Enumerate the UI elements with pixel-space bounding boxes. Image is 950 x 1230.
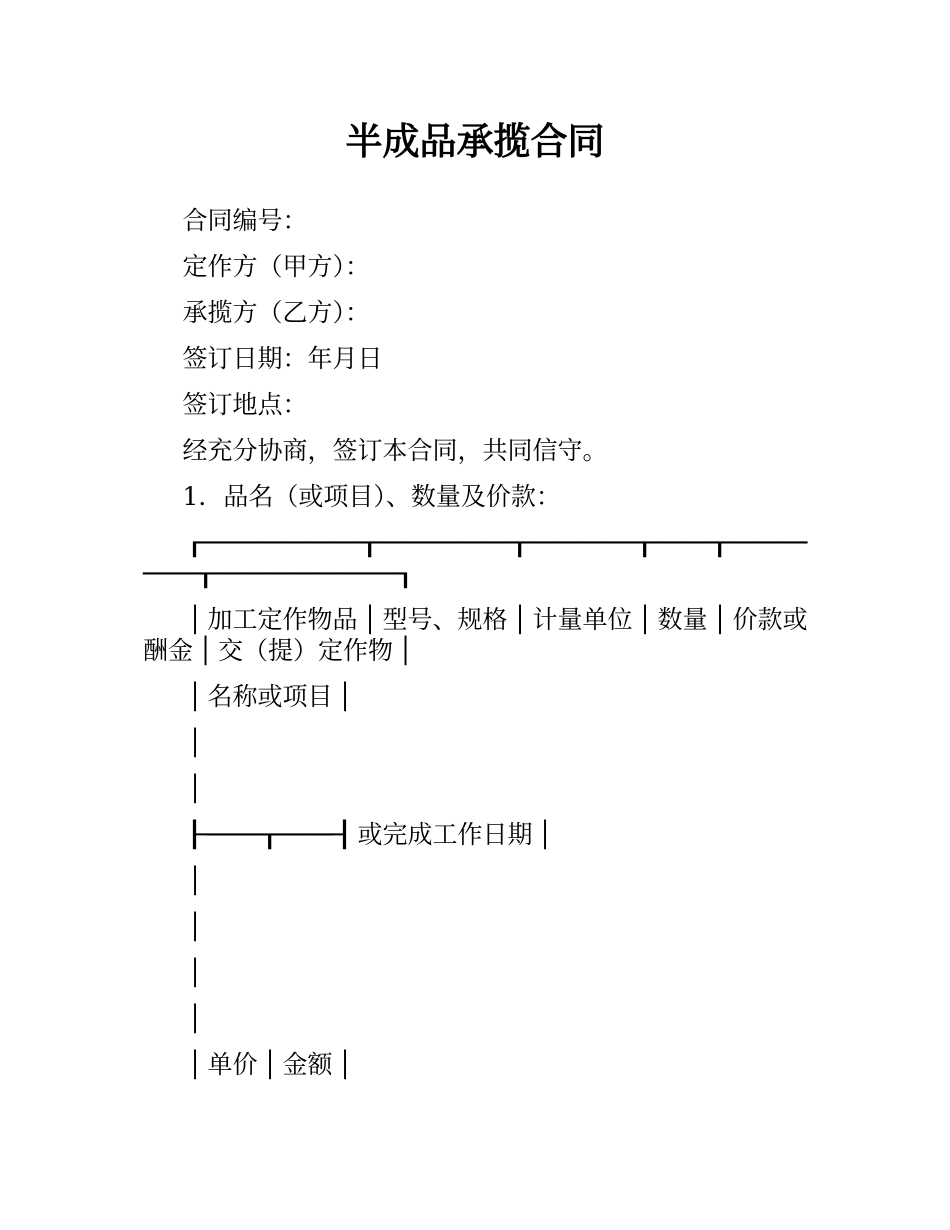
- table-row-item-name-line: [0, 681, 950, 712]
- table-row-blank-1-line: [0, 727, 950, 758]
- table-rule-char: [268, 558, 293, 589]
- table-text-char: 定: [257, 604, 283, 634]
- table-text-char: 品: [332, 604, 358, 634]
- table-rule-char: [183, 727, 208, 758]
- sign-place-label: 签订地点：: [182, 389, 308, 419]
- table-rule-char: [368, 558, 393, 589]
- table-rule-char: [183, 1003, 208, 1034]
- table-text-char: 作: [282, 604, 308, 634]
- table-rule-glyph: ─: [482, 527, 508, 557]
- table-text-char: 款: [757, 604, 783, 634]
- preamble-paragraph: [0, 435, 950, 466]
- table-row-blank-2-line: [0, 773, 950, 804]
- table-rule-char: [233, 527, 258, 558]
- table-rule-char: [183, 911, 208, 942]
- table-text-char: 目: [307, 681, 333, 711]
- table-rule-glyph: ┬: [192, 558, 219, 588]
- table-rule-glyph: │: [187, 604, 203, 634]
- table-rule-char: [783, 527, 808, 558]
- table-rule-glyph: ┐: [392, 558, 419, 588]
- table-rule-glyph: ─: [367, 558, 394, 588]
- table-rule-char: [308, 819, 333, 850]
- table-text-char: 完: [382, 819, 408, 849]
- table-row-blank-3-line: [0, 865, 950, 896]
- table-text-char: 规: [457, 604, 483, 634]
- table-rule-char: [483, 527, 508, 558]
- table-text-char: 单: [582, 604, 608, 634]
- table-header-line-2: [0, 635, 950, 666]
- table-rule-glyph: ─: [292, 558, 319, 588]
- table-text-char: （: [243, 635, 269, 665]
- table-text-char: 计: [532, 604, 558, 634]
- table-rule-glyph: │: [337, 1049, 353, 1079]
- table-rule-glyph: ─: [582, 527, 608, 557]
- table-rule-glyph: │: [187, 681, 203, 711]
- section-1-heading-text: 1．品名（或项目）、数量及价款：: [182, 481, 561, 511]
- table-rule-glyph: ─: [317, 558, 344, 588]
- table-rule-char: [608, 527, 633, 558]
- table-row-price-amount-line: [0, 1049, 950, 1080]
- table-rule-glyph: │: [187, 773, 203, 803]
- table-header-row: [0, 604, 950, 666]
- table-rule-glyph: ─: [257, 527, 283, 557]
- table-text-char: 价: [732, 604, 758, 634]
- document-title: 半成品承揽合同: [345, 120, 605, 163]
- table-rule-char: [333, 1049, 358, 1080]
- table-rule-char: [358, 604, 383, 635]
- table-rule-glyph: ─: [757, 527, 783, 557]
- table-text-char: 或: [257, 681, 283, 711]
- table-rule-char: [658, 527, 683, 558]
- table-rule-char: [283, 819, 308, 850]
- table-rule-char: [208, 819, 233, 850]
- table-row-blank-5-line: [0, 957, 950, 988]
- sign-date-field: [0, 343, 950, 374]
- table-rule-char: [183, 681, 208, 712]
- table-rule-glyph: │: [187, 1049, 203, 1079]
- table-text-char: 、: [432, 604, 458, 634]
- table-rule-glyph: ─: [282, 819, 308, 849]
- table-rule-char: [708, 527, 733, 558]
- table-text-char: 成: [407, 819, 433, 849]
- table-rule-char: [508, 604, 533, 635]
- table-rule-glyph: ─: [232, 527, 258, 557]
- table-text-char: 作: [457, 819, 483, 849]
- table-rule-char: [333, 681, 358, 712]
- table-rule-glyph: │: [362, 604, 378, 634]
- table-rule-glyph: ┬: [632, 527, 658, 557]
- table-text-char: 期: [507, 819, 533, 849]
- table-rule-char: [408, 527, 433, 558]
- table-rule-char: [283, 527, 308, 558]
- table-text-char: 数: [657, 604, 683, 634]
- table-row-divider-completion-date: [0, 819, 950, 850]
- contract-number-label: 合同编号：: [182, 205, 308, 235]
- table-rule-glyph: ─: [207, 819, 233, 849]
- table-rule-glyph: ─: [217, 558, 244, 588]
- table-header-line-1: [0, 604, 950, 635]
- table-text-char: 物: [307, 604, 333, 634]
- table-text-char: 价: [232, 1049, 258, 1079]
- table-text-char: 酬: [143, 635, 169, 665]
- table-rule-char: [258, 527, 283, 558]
- table-text-char: 型: [382, 604, 408, 634]
- table-rule-char: [393, 558, 418, 589]
- table-row-blank-2: [0, 773, 950, 804]
- table-rule-glyph: │: [187, 1003, 203, 1033]
- table-rule-glyph: ─: [532, 527, 558, 557]
- table-text-char: 提: [268, 635, 294, 665]
- table-rule-glyph: │: [262, 1049, 278, 1079]
- party-a-field: [0, 251, 950, 282]
- table-rule-glyph: ─: [307, 527, 333, 557]
- table-rule-char: [143, 558, 168, 589]
- table-rule-char: [683, 527, 708, 558]
- table-rule-char: [383, 527, 408, 558]
- table-rule-glyph: ─: [782, 527, 808, 557]
- table-rule-glyph: ─: [382, 527, 408, 557]
- table-text-char: 号: [407, 604, 433, 634]
- table-rule-char: [733, 527, 758, 558]
- table-rule-glyph: │: [187, 911, 203, 941]
- table-text-char: 单: [207, 1049, 233, 1079]
- table-rule-glyph: ─: [432, 527, 458, 557]
- table-rule-char: [708, 604, 733, 635]
- table-rule-glyph: │: [187, 957, 203, 987]
- table-rule-glyph: ┌: [182, 527, 208, 557]
- table-row-blank-6: [0, 1003, 950, 1034]
- table-text-char: 称: [232, 681, 258, 711]
- party-b-label: 承揽方（乙方）：: [182, 297, 371, 327]
- table-rule-char: [258, 819, 283, 850]
- table-rule-char: [358, 527, 383, 558]
- table-rule-char: [183, 527, 208, 558]
- table-rule-char: [393, 635, 418, 666]
- table-row-blank-3: [0, 865, 950, 896]
- table-rule-glyph: ─: [457, 527, 483, 557]
- table-text-char: 加: [207, 604, 233, 634]
- table-text-char: 金: [282, 1049, 308, 1079]
- table-rule-glyph: ─: [657, 527, 683, 557]
- table-rule-glyph: │: [512, 604, 528, 634]
- table-rule-char: [208, 527, 233, 558]
- table-rule-char: [433, 527, 458, 558]
- table-rule-glyph: ─: [242, 558, 269, 588]
- table-text-char: 金: [168, 635, 194, 665]
- table-rule-glyph: ─: [167, 558, 194, 588]
- table-top-border: [0, 527, 950, 589]
- table-row-blank-4: [0, 911, 950, 942]
- sign-place-field: [0, 389, 950, 420]
- table-text-char: ）: [293, 635, 319, 665]
- table-rule-char: [308, 527, 333, 558]
- table-rule-char: [343, 558, 368, 589]
- table-rule-glyph: ─: [307, 819, 333, 849]
- table-rule-char: [193, 558, 218, 589]
- table-text-char: 工: [432, 819, 458, 849]
- table-row-blank-6-line: [0, 1003, 950, 1034]
- table-rule-char: [243, 558, 268, 589]
- table-rule-glyph: ┬: [257, 819, 283, 849]
- table-rule-char: [293, 558, 318, 589]
- table-rule-glyph: ─: [342, 558, 369, 588]
- table-rule-char: [183, 865, 208, 896]
- table-rule-glyph: │: [187, 865, 203, 895]
- table-rule-char: [183, 957, 208, 988]
- table-text-char: 物: [368, 635, 394, 665]
- table-top-border-line-2: [0, 558, 950, 589]
- table-rule-char: [533, 527, 558, 558]
- table-rule-glyph: ─: [267, 558, 294, 588]
- table-rule-glyph: │: [637, 604, 653, 634]
- table-row-blank-1: [0, 727, 950, 758]
- table-text-char: 名: [207, 681, 233, 711]
- table-text-char: 交: [218, 635, 244, 665]
- table-rule-char: [333, 819, 358, 850]
- table-rule-glyph: ─: [282, 527, 308, 557]
- table-rule-glyph: ─: [557, 527, 583, 557]
- table-rule-char: [183, 1049, 208, 1080]
- table-rule-char: [183, 604, 208, 635]
- table-text-char: 或: [357, 819, 383, 849]
- table-rule-char: [458, 527, 483, 558]
- table-rule-char: [533, 819, 558, 850]
- table-rule-glyph: ─: [232, 819, 258, 849]
- table-text-char: 作: [343, 635, 369, 665]
- table-rule-char: [218, 558, 243, 589]
- table-text-char: 项: [282, 681, 308, 711]
- table-rule-char: [758, 527, 783, 558]
- table-text-char: 或: [782, 604, 808, 634]
- sign-date-label: 签订日期：年月日: [182, 343, 383, 373]
- table-row-item-name: [0, 681, 950, 712]
- table-rule-glyph: ─: [682, 527, 708, 557]
- table-rule-char: [233, 819, 258, 850]
- table-rule-glyph: │: [197, 635, 214, 665]
- table-rule-glyph: ─: [332, 527, 358, 557]
- table-rule-glyph: ┬: [357, 527, 383, 557]
- table-rule-char: [333, 527, 358, 558]
- table-rule-glyph: ─: [732, 527, 758, 557]
- table-rule-char: [183, 819, 208, 850]
- table-text-char: 定: [318, 635, 344, 665]
- table-rule-glyph: │: [712, 604, 728, 634]
- table-rule-glyph: ─: [607, 527, 633, 557]
- contract-number-field: [0, 205, 950, 236]
- table-rule-char: [508, 527, 533, 558]
- preamble-text: 经充分协商，签订本合同，共同信守。: [182, 435, 608, 465]
- table-rule-char: [258, 1049, 283, 1080]
- table-row-divider-completion-date-line: [0, 819, 950, 850]
- table-rule-glyph: │: [397, 635, 414, 665]
- table-rule-glyph: ┬: [507, 527, 533, 557]
- table-rule-glyph: ┬: [707, 527, 733, 557]
- table-text-char: 额: [307, 1049, 333, 1079]
- table-rule-glyph: ├: [182, 819, 208, 849]
- table-row-price-amount: [0, 1049, 950, 1080]
- table-rule-char: [583, 527, 608, 558]
- table-rule-glyph: │: [537, 819, 553, 849]
- table-rule-char: [558, 527, 583, 558]
- table-text-char: 量: [682, 604, 708, 634]
- table-rule-glyph: │: [187, 727, 203, 757]
- table-text-char: 量: [557, 604, 583, 634]
- table-row-blank-4-line: [0, 911, 950, 942]
- party-a-label: 定作方（甲方）：: [182, 251, 371, 281]
- table-text-char: 位: [607, 604, 633, 634]
- table-text-char: 格: [482, 604, 508, 634]
- table-row-blank-5: [0, 957, 950, 988]
- table-rule-char: [633, 527, 658, 558]
- table-rule-glyph: ─: [142, 558, 169, 588]
- table-text-char: 日: [482, 819, 508, 849]
- table-rule-glyph: ─: [407, 527, 433, 557]
- table-rule-glyph: │: [337, 681, 353, 711]
- table-rule-char: [183, 773, 208, 804]
- table-rule-glyph: ─: [207, 527, 233, 557]
- table-rule-char: [318, 558, 343, 589]
- table-top-border-line-1: [0, 527, 950, 558]
- table-rule-char: [633, 604, 658, 635]
- table-rule-glyph: ┤: [332, 819, 358, 849]
- table-rule-char: [193, 635, 218, 666]
- table-rule-char: [168, 558, 193, 589]
- party-b-field: [0, 297, 950, 328]
- table-text-char: 工: [232, 604, 258, 634]
- section-1-heading: [0, 481, 950, 512]
